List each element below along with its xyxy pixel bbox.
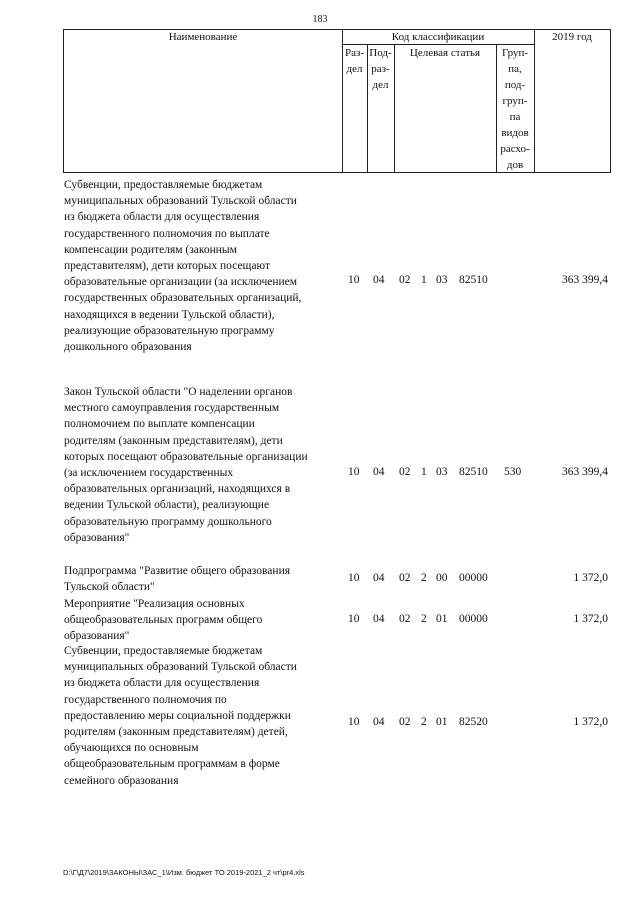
target-article-part3: 03 [436, 466, 448, 478]
header-razdel: Раз- дел [344, 47, 364, 75]
podrazdel-code: 04 [373, 716, 385, 728]
page-number: 183 [312, 14, 328, 25]
expense-type-code: 530 [504, 466, 522, 478]
amount-2019: 1 372,0 [573, 572, 608, 584]
header-target-article: Целевая статья [409, 47, 481, 59]
header-podrazdel: Под- раз- дел [369, 47, 392, 91]
podrazdel-code: 04 [373, 274, 385, 286]
podrazdel-code: 04 [373, 572, 385, 584]
target-article-part3: 01 [436, 613, 448, 625]
amount-2019: 1 372,0 [573, 613, 608, 625]
divider [534, 30, 535, 172]
table-header [63, 29, 611, 173]
razdel-code: 10 [348, 466, 360, 478]
header-name: Наименование [168, 31, 238, 43]
target-article-part3: 01 [436, 716, 448, 728]
amount-2019: 363 399,4 [562, 274, 608, 286]
row-name: Мероприятие "Реализация основных общеобразовательных программ общего образования" [64, 598, 263, 643]
divider [394, 44, 395, 172]
razdel-code: 10 [348, 716, 360, 728]
header-group: Груп- па, под- груп- па видов расхо- дов [500, 47, 530, 171]
header-classification: Код классификации [391, 31, 485, 43]
target-article-part1: 02 [399, 613, 411, 625]
target-article-part1: 02 [399, 572, 411, 584]
podrazdel-code: 04 [373, 466, 385, 478]
razdel-code: 10 [348, 613, 360, 625]
row-name: Субвенции, предоставляемые бюджетам муниципальных образований Тульской области из бюджета области для осуществления государственного полномочия по выплате компенсации родителям (законным представителям), дети которых посещают образовательные организации (за исключением государственных образовательных организаций, находящихся в ведении Тульской области), реализующие образовательную программу дошкольного образования [64, 179, 302, 354]
razdel-code: 10 [348, 572, 360, 584]
target-article-part2: 2 [421, 716, 427, 728]
target-article-part1: 02 [399, 716, 411, 728]
razdel-code: 10 [348, 274, 360, 286]
target-article-part1: 02 [399, 466, 411, 478]
target-article-part4: 82520 [459, 716, 488, 728]
target-article-part1: 02 [399, 274, 411, 286]
row-name: Подпрограмма "Развитие общего образования Тульской области" [64, 565, 291, 594]
target-article-part2: 1 [421, 274, 427, 286]
target-article-part3: 03 [436, 274, 448, 286]
target-article-part4: 82510 [459, 466, 488, 478]
footer-file-path: D:\Г\Д7\2019\ЗАКОНЫ\ЗАС_1\Изм. бюджет ТО 2019-2021_2 чт\pr4.xls [63, 868, 305, 877]
target-article-part2: 2 [421, 572, 427, 584]
target-article-part2: 1 [421, 466, 427, 478]
target-article-part4: 00000 [459, 572, 488, 584]
header-year: 2019 год [552, 31, 592, 43]
target-article-part3: 00 [436, 572, 448, 584]
target-article-part4: 00000 [459, 613, 488, 625]
row-name: Закон Тульской области "О наделении органов местного самоуправления государственным полномочием по выплате компенсации родителям (законным представителям), дети которых посещают образовательные организации (за исключением государственных образовательных организаций, находящихся в ведении Тульской области), реализующие образовательную программу дошкольного образования" [64, 386, 308, 544]
target-article-part2: 2 [421, 613, 427, 625]
row-name: Субвенции, предоставляемые бюджетам муниципальных образований Тульской области из бюджета области для осуществления государственного полномочия по предоставлению меры социальной поддержки родителям (законным представителям) детей, обучающихся по основным общеобразовательным программам в форме семейного образования [64, 645, 297, 787]
amount-2019: 363 399,4 [562, 466, 608, 478]
podrazdel-code: 04 [373, 613, 385, 625]
amount-2019: 1 372,0 [573, 716, 608, 728]
target-article-part4: 82510 [459, 274, 488, 286]
